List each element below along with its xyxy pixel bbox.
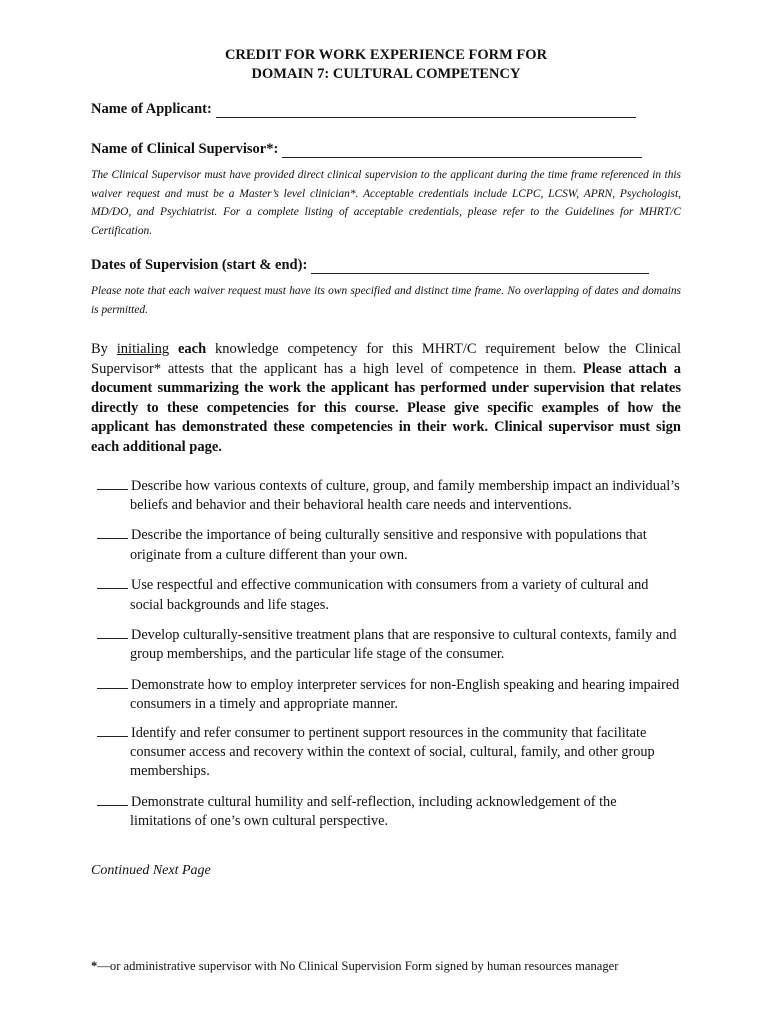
form-title	[91, 46, 681, 84]
applicant-name-label: Name of Applicant:	[91, 101, 212, 117]
footnote-marker: *	[91, 959, 98, 973]
instructions-paragraph	[91, 340, 681, 458]
competency-item	[91, 791, 681, 832]
initial-blank[interactable]	[97, 791, 128, 806]
competency-item	[91, 722, 681, 782]
competency-item	[91, 624, 681, 665]
title-line-2: DOMAIN 7: CULTURAL COMPETENCY	[251, 66, 521, 82]
supervisor-name-field[interactable]	[282, 143, 642, 158]
initial-blank[interactable]	[97, 524, 128, 539]
instructions-bold-text: Please attach a document summarizing the work the applicant has performed under supervision that relates directly to these competencies for this course. Please give specific examples of how the applicant has demonstrated these competencies in their work. Clinical supervisor must sign each additional page.	[91, 360, 681, 455]
footnote	[91, 958, 618, 974]
competency-text: Develop culturally-sensitive treatment plans that are responsive to cultural contexts, family and group memberships, and the particular life stage of the consumer.	[130, 627, 677, 663]
applicant-name-row	[91, 100, 681, 118]
competency-text: Describe how various contexts of culture, group, and family membership impact an individual’s beliefs and behavior and their behavioral health care needs and interventions.	[130, 477, 680, 513]
instructions-part-2	[169, 341, 178, 357]
applicant-name-field[interactable]	[216, 103, 636, 118]
competency-list	[91, 475, 681, 832]
instructions-part-3: knowledge competency for this MHRT/C requirement below the Clinical Supervisor* attests that the applicant has a high level of competence in them.	[91, 341, 682, 377]
competency-item	[91, 674, 681, 715]
instructions-initialing: initialing	[116, 341, 170, 357]
competency-text: Describe the importance of being culturally sensitive and responsive with populations that originate from a culture different than your own.	[130, 527, 647, 563]
supervisor-requirements-note: The Clinical Supervisor must have provided direct clinical supervision to the applicant during the time frame referenced in this waiver request and must be a Master’s level clinician*. Acceptable credentials include LCPC, LCSW, APRN, Psychologist, MD/DO, and Psychiatrist. For a complete listing of acceptable credentials, please refer to the Guidelines for MHRT/C Certification.	[91, 169, 681, 237]
initial-blank[interactable]	[97, 722, 128, 737]
instructions-part-1: By	[91, 341, 117, 357]
supervision-dates-row	[91, 256, 681, 274]
competency-item	[91, 574, 681, 615]
initial-blank[interactable]	[97, 674, 128, 689]
supervision-dates-field[interactable]	[311, 259, 649, 274]
initial-blank[interactable]	[97, 624, 128, 639]
title-line-1: CREDIT FOR WORK EXPERIENCE FORM FOR	[224, 47, 548, 63]
supervision-dates-label: Dates of Supervision (start & end):	[91, 257, 308, 273]
competency-text: Demonstrate cultural humility and self-reflection, including acknowledgement of the limitations of one’s own cultural perspective.	[130, 793, 617, 830]
form-page	[91, 46, 681, 880]
initial-blank[interactable]	[97, 475, 128, 490]
continued-next-page: Continued Next Page	[91, 862, 211, 878]
footnote-text: —or administrative supervisor with No Clinical Supervision Form signed by human resources manager	[97, 959, 619, 973]
competency-item	[91, 524, 681, 565]
supervisor-name-row	[91, 140, 681, 158]
competency-item	[91, 475, 681, 516]
dates-policy-note: Please note that each waiver request must have its own specified and distinct time frame. No overlapping of dates and domains is permitted.	[91, 285, 681, 316]
competency-text: Use respectful and effective communication with consumers from a variety of cultural and social backgrounds and life stages.	[130, 577, 649, 613]
initial-blank[interactable]	[97, 574, 128, 589]
instructions-each: each	[177, 341, 207, 357]
competency-text: Demonstrate how to employ interpreter services for non-English speaking and hearing impaired consumers in a timely and appropriate manner.	[130, 676, 680, 713]
competency-text: Identify and refer consumer to pertinent support resources in the community that facilitate consumer access and recovery within the context of social, cultural, family, and other group memberships.	[130, 724, 655, 780]
supervisor-name-label: Name of Clinical Supervisor*:	[91, 141, 279, 157]
